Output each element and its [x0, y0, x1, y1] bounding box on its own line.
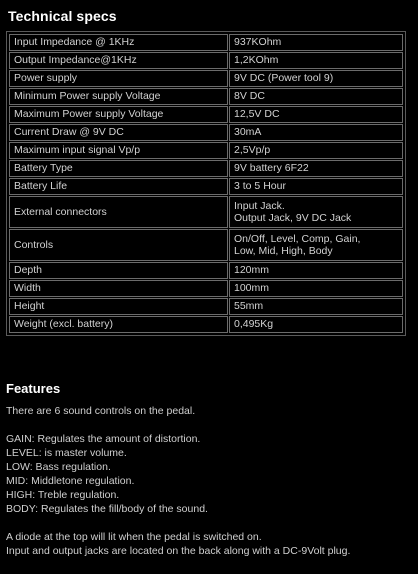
spec-value: 30mA: [229, 124, 403, 141]
spec-label: Maximum Power supply Voltage: [9, 106, 228, 123]
spec-label: Depth: [9, 262, 228, 279]
spec-value: 100mm: [229, 280, 403, 297]
spec-label: Height: [9, 298, 228, 315]
table-row: [9, 106, 403, 123]
spec-label: Input Impedance @ 1KHz: [9, 34, 228, 51]
table-row: [9, 229, 403, 261]
control-description: HIGH: Treble regulation.: [6, 489, 120, 501]
spec-value: 1,2KOhm: [229, 52, 403, 69]
table-row: [9, 142, 403, 159]
specs-table: [6, 31, 406, 336]
spec-value: 12,5V DC: [229, 106, 403, 123]
spec-label: Current Draw @ 9V DC: [9, 124, 228, 141]
control-description: LOW: Bass regulation.: [6, 461, 111, 473]
spec-value: [229, 229, 403, 261]
control-description: MID: Middletone regulation.: [6, 475, 135, 487]
specs-heading: Technical specs: [8, 8, 117, 24]
spec-value: 120mm: [229, 262, 403, 279]
table-row: [9, 70, 403, 87]
spacer: [6, 516, 414, 530]
spec-value-line: On/Off, Level, Comp, Gain,: [234, 232, 361, 245]
table-row: [9, 178, 403, 195]
spacer: [6, 418, 414, 432]
feature-note: Input and output jacks are located on the back along with a DC-9Volt plug.: [6, 545, 351, 557]
spec-label: Minimum Power supply Voltage: [9, 88, 228, 105]
spec-value: 0,495Kg: [229, 316, 403, 333]
table-row: [9, 316, 403, 333]
spec-value-line: Output Jack, 9V DC Jack: [234, 212, 352, 224]
features-heading: Features: [6, 381, 61, 396]
table-row: [9, 298, 403, 315]
control-description: GAIN: Regulates the amount of distortion.: [6, 433, 201, 445]
table-row: [9, 262, 403, 279]
spec-label: Controls: [9, 229, 228, 261]
spec-value: 8V DC: [229, 88, 403, 105]
table-row: [9, 34, 403, 51]
spec-label: Weight (excl. battery): [9, 316, 228, 333]
spec-value: 9V DC (Power tool 9): [229, 70, 403, 87]
features-text: [6, 404, 414, 558]
table-row: [9, 280, 403, 297]
spec-label: External connectors: [9, 196, 228, 228]
table-row: [9, 196, 403, 228]
spec-label: Power supply: [9, 70, 228, 87]
spec-value: 2,5Vp/p: [229, 142, 403, 159]
spec-value: [229, 196, 403, 228]
spec-value-line: Low, Mid, High, Body: [234, 245, 333, 257]
spec-value: 3 to 5 Hour: [229, 178, 403, 195]
spec-value: 55mm: [229, 298, 403, 315]
spec-label: Battery Life: [9, 178, 228, 195]
table-row: [9, 52, 403, 69]
table-row: [9, 88, 403, 105]
spec-value-line: Input Jack.: [234, 199, 285, 212]
control-description: BODY: Regulates the fill/body of the sound.: [6, 503, 208, 515]
spec-label: Output Impedance@1KHz: [9, 52, 228, 69]
spec-value: 9V battery 6F22: [229, 160, 403, 177]
control-description: LEVEL: is master volume.: [6, 447, 127, 459]
spec-label: Maximum input signal Vp/p: [9, 142, 228, 159]
table-row: [9, 160, 403, 177]
feature-note: A diode at the top will lit when the pedal is switched on.: [6, 531, 262, 543]
features-intro: There are 6 sound controls on the pedal.: [6, 405, 196, 417]
table-row: [9, 124, 403, 141]
spec-label: Width: [9, 280, 228, 297]
spec-value: 937KOhm: [229, 34, 403, 51]
spec-label: Battery Type: [9, 160, 228, 177]
